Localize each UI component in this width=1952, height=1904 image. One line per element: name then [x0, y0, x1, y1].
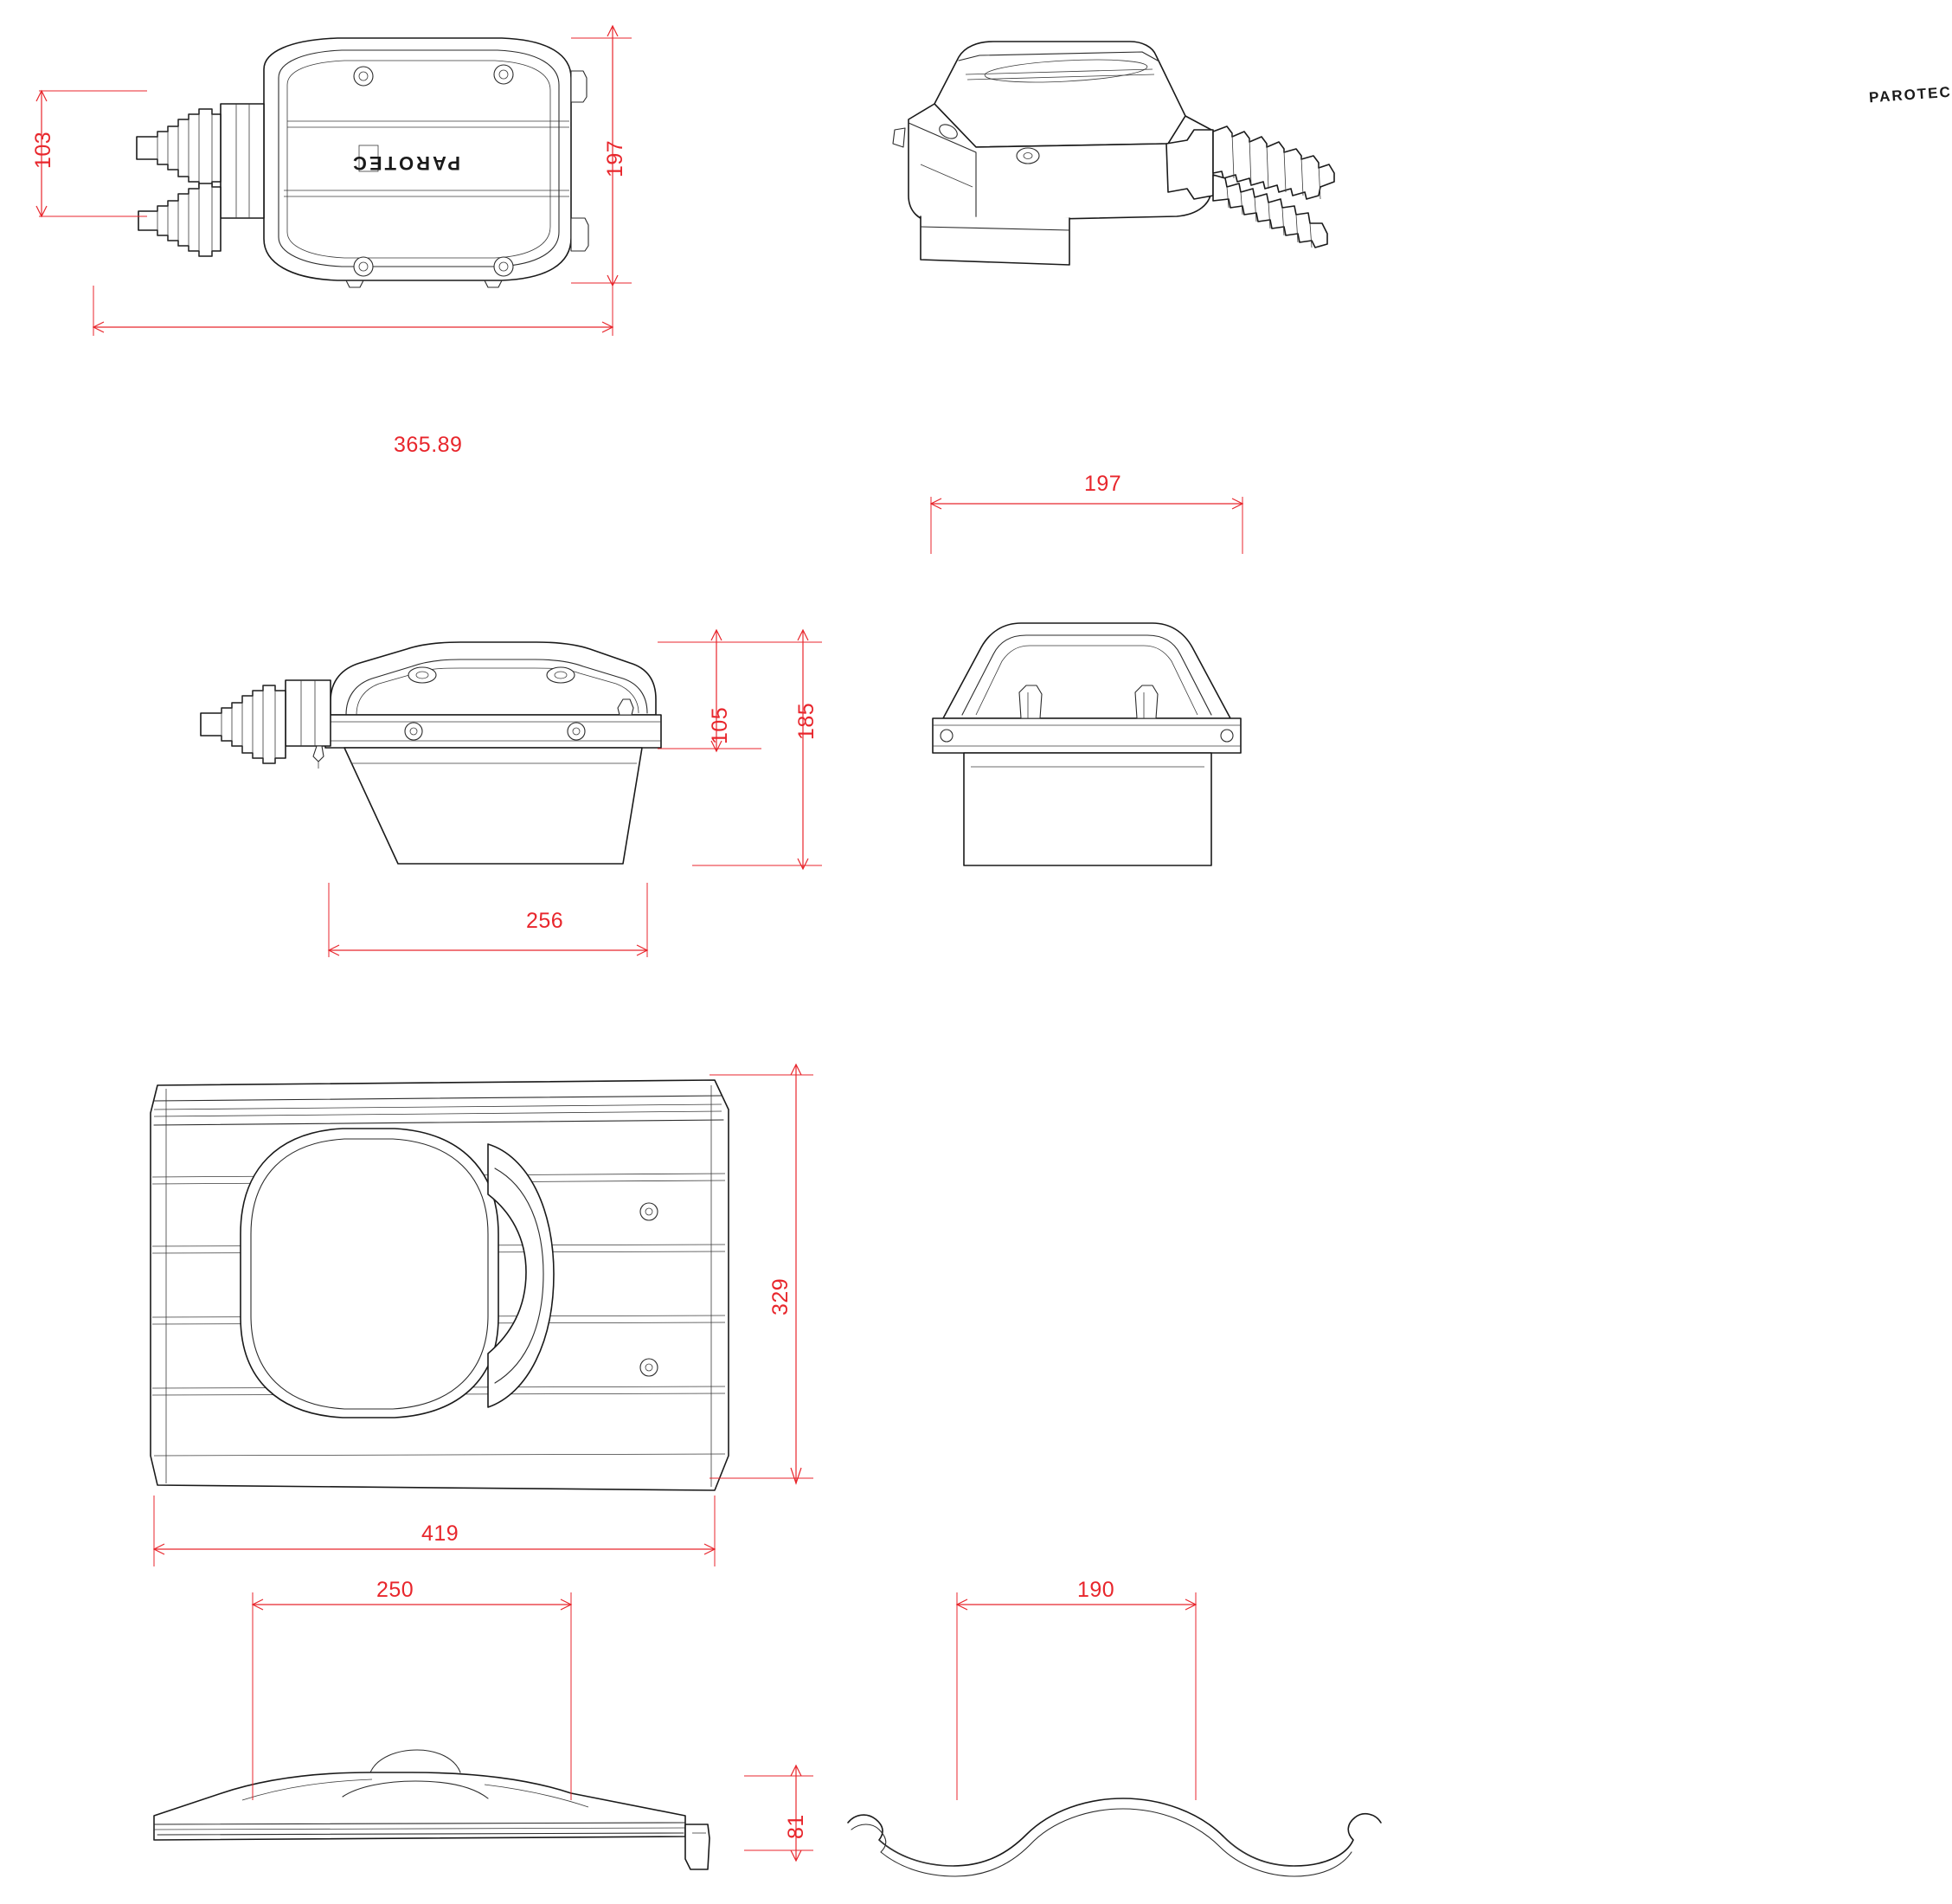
- view-end-housing: [917, 545, 1281, 909]
- dimension-250-group: [234, 1584, 606, 1826]
- plan-panel-geometry: [147, 1065, 753, 1515]
- dimension-text-105: 105: [708, 706, 732, 744]
- dimension-text-81: 81: [784, 1814, 808, 1839]
- dimension-text-365: 365.89: [394, 433, 463, 457]
- dimension-text-190: 190: [1077, 1578, 1115, 1602]
- dimension-text-103: 103: [31, 131, 55, 169]
- view-isometric: [883, 26, 1952, 355]
- view-plan-panel: [147, 1065, 753, 1515]
- dimension-text-197-horizontal: 197: [1084, 472, 1122, 496]
- view-side-housing: [104, 545, 692, 909]
- dimension-text-256: 256: [526, 909, 564, 933]
- side-housing-geometry: [104, 545, 692, 909]
- dimension-text-185: 185: [794, 702, 819, 740]
- isometric-geometry: [883, 26, 1419, 355]
- end-housing-geometry: [917, 545, 1281, 909]
- dimension-256-group: [286, 883, 770, 987]
- brand-label-isometric: PAROTEC: [1868, 83, 1952, 106]
- dimension-185-group: [692, 519, 865, 909]
- dimension-text-197-vertical: 197: [603, 139, 627, 177]
- dimension-text-250: 250: [376, 1578, 414, 1602]
- dimension-365-group: [69, 286, 658, 355]
- dimension-190-group: [934, 1584, 1281, 1835]
- brand-label-front: PAROTEC: [350, 152, 460, 174]
- dimension-text-419: 419: [421, 1521, 459, 1546]
- dimension-text-329: 329: [768, 1277, 793, 1315]
